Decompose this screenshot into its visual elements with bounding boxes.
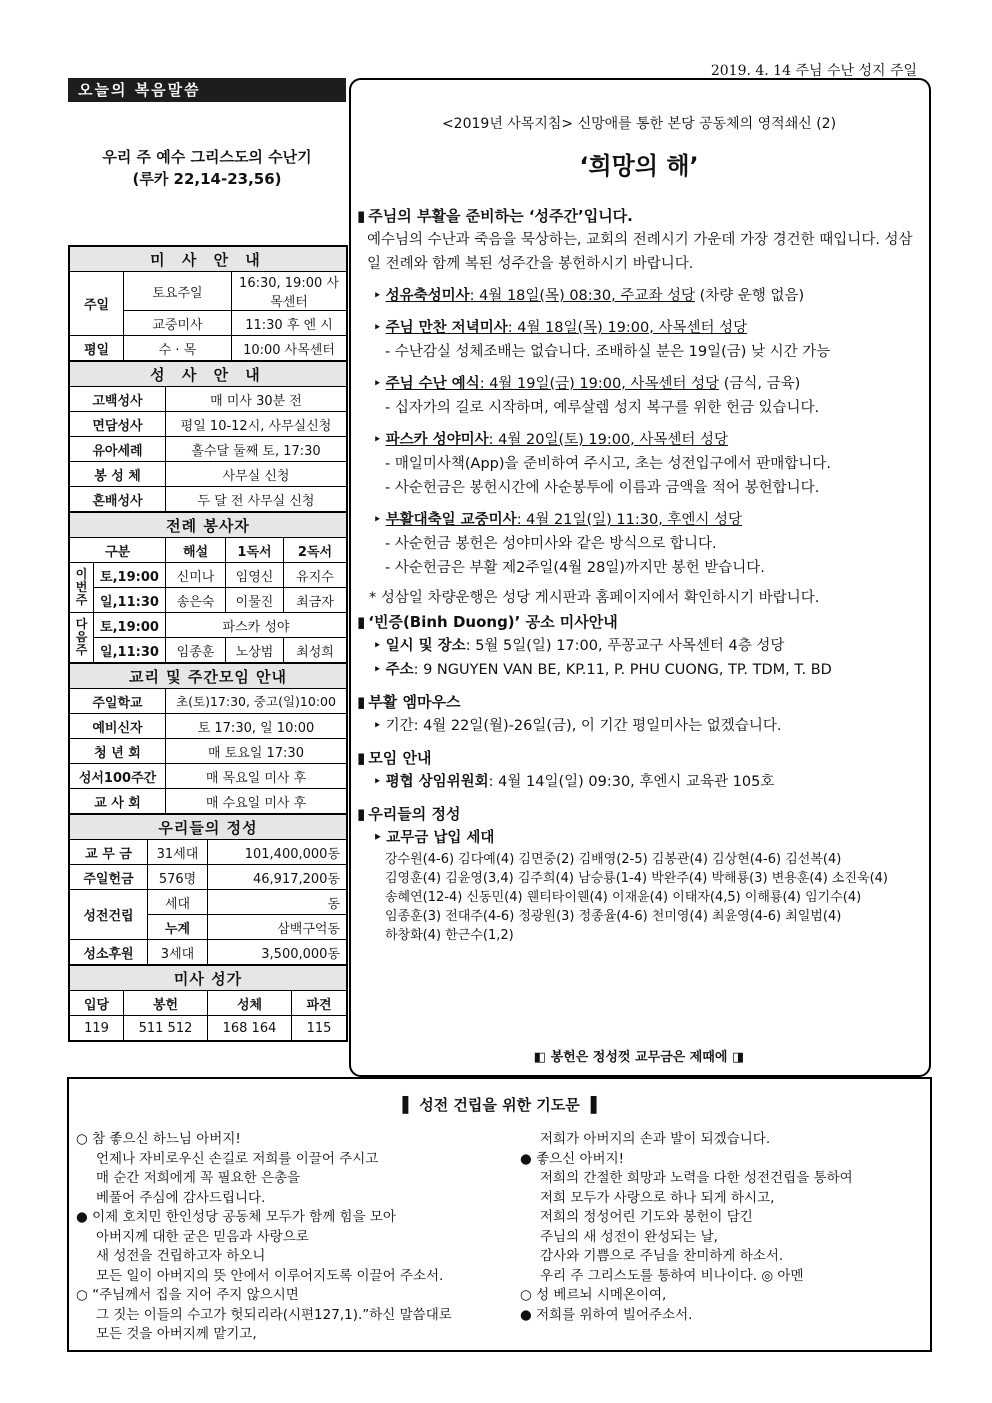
ministers-table: [69, 512, 347, 663]
notice-content: [357, 204, 925, 945]
meeting-name: 성서100주간: [70, 764, 166, 789]
donor-line: 하창화(4) 한근수(1,2): [385, 928, 514, 943]
supper-text: : 4월 18일(목) 19:00, 사목센터 성당: [507, 320, 748, 336]
binh-duong-time: [357, 634, 925, 658]
offering-name: 주일헌금: [70, 865, 148, 890]
sacrament-name: 봉 성 체: [70, 462, 166, 487]
passion-text: : 4월 19일(금) 19:00, 사목센터 성당: [479, 376, 720, 392]
chrism-label: 성유축성미사: [385, 288, 470, 304]
minister-name: 최금자: [284, 588, 347, 613]
sacrament-table: [69, 361, 347, 512]
easter-label: 부활대축일 교중미사: [385, 512, 517, 528]
offering-amount: 101,400,000동: [208, 840, 347, 865]
building-households-label: 세대: [148, 890, 208, 915]
mass-time: 11:30 후 엔 시: [232, 311, 347, 336]
sacrament-name: 혼배성사: [70, 487, 166, 512]
offering-amount: 3,500,000동: [208, 940, 347, 965]
emmaus-text: ‣ 기간: 4월 22일(월)-26일(금), 이 기간 평일미사는 없겠습니다.: [357, 714, 925, 738]
next-week-label: 다음주: [70, 613, 94, 663]
bulletin-date: 2019. 4. 14 주님 수난 성지 주일: [710, 63, 917, 79]
notice-title: ‘희망의 해’: [579, 152, 699, 180]
meeting-value: 초(토)17:30, 중고(일)10:00: [166, 689, 347, 714]
building-households-value: 동: [208, 890, 347, 915]
meeting-value: 매 수요일 미사 후: [166, 789, 347, 814]
mass-weekday-label: 평일: [70, 336, 124, 361]
mass-name: 토요주일: [124, 272, 232, 311]
info-column: [68, 245, 348, 1042]
prayer-line: ○ “주님께서 집을 지어 주지 않으시면: [76, 1287, 299, 1303]
ministers-header: 해설: [166, 538, 226, 563]
chrism-text: : 4월 18일(목) 08:30, 주교좌 성당: [469, 288, 695, 304]
prayer-line: 저희 모두가 사랑으로 하나 되게 하시고,: [540, 1189, 775, 1206]
vigil-note: 파스카 성야: [166, 613, 347, 638]
prayer-line: 저희의 정성어린 기도와 봉헌이 담긴: [540, 1209, 753, 1225]
binh-time-text: : 5월 5일(일) 17:00, 푸꽁교구 사목센터 4층 성당: [465, 638, 785, 654]
catechesis-table: [69, 663, 347, 814]
devotion-heading: ▮ 우리들의 정성: [357, 802, 925, 826]
sacrament-name: 유아세례: [70, 437, 166, 462]
gospel-title: [68, 146, 346, 190]
passion-note: - 십자가의 길로 시작하며, 예루살렘 성지 복구를 위한 헌금 있습니다.: [385, 400, 820, 416]
prayer-line: 저희가 아버지의 손과 발이 되겠습니다.: [540, 1131, 771, 1147]
donor-line: 송혜연(12-4) 신동민(4) 웬티타이웬(4) 이재윤(4) 이태자(4,5) 이해룡(4) 임기수(4): [385, 890, 862, 905]
committee-meeting: [357, 770, 925, 794]
hymn-number: 115: [292, 1016, 347, 1041]
meeting-value: 토 17:30, 일 10:00: [166, 714, 347, 739]
binh-time-label: 일시 및 장소: [385, 638, 466, 654]
sacrament-name: 고백성사: [70, 387, 166, 412]
meeting-name: 주일학교: [70, 689, 166, 714]
prayer-line: 모든 일이 아버지의 뜻 안에서 이루어지도록 이끌어 주소서.: [96, 1267, 444, 1284]
gospel-title-line2: (루카 22,14-23,56): [132, 170, 282, 188]
passion-label: 주님 수난 예식: [385, 376, 480, 392]
offerings-table: [69, 814, 347, 965]
building-total-label: 누계: [148, 915, 208, 940]
prayer-line: 그 짓는 이들의 수고가 헛되리라(시편127,1).”하신 말씀대로: [96, 1306, 452, 1323]
building-fund-label: 성전건립: [70, 890, 148, 940]
offering-name: 성소후원: [70, 940, 148, 965]
offering-count: 3세대: [148, 940, 208, 965]
notice-subtitle: <2019년 사목지침> 신망애를 통한 본당 공동체의 영적쇄신 (2): [441, 116, 837, 132]
meeting-label: 평협 상임위원회: [385, 774, 489, 790]
sacrament-value: 홀수달 둘째 토, 17:30: [166, 437, 347, 462]
sacrament-value: 매 미사 30분 전: [166, 387, 347, 412]
offering-count: 576명: [148, 865, 208, 890]
mass-name: 교중미사: [124, 311, 232, 336]
prayer-line: ○ 성 베르뇌 시메온이여,: [520, 1287, 667, 1303]
prayer-line: ● 좋으신 아버지!: [520, 1150, 625, 1167]
offering-name: 교 무 금: [70, 840, 148, 865]
prayer-line: ● 이제 호치민 한인성당 공동체 모두가 함께 힘을 모아: [76, 1209, 396, 1225]
meeting-value: 매 토요일 17:30: [166, 739, 347, 764]
prayer-line: 매 순간 저희에게 꼭 필요한 은총을: [96, 1170, 301, 1186]
prayer-line: 아버지께 대한 굳은 믿음과 사랑으로: [96, 1228, 309, 1245]
mass-name: 수 · 목: [124, 336, 232, 361]
mass-time: 10:00 사목센터: [232, 336, 347, 361]
donor-line: 강수원(4-6) 김다예(4) 김면중(2) 김배영(2-5) 김봉관(4) 김상현(4-6) 김선복(4): [385, 852, 842, 867]
prayer-line: 주님의 새 성전이 완성되는 날,: [540, 1228, 718, 1245]
prayer-line: ○ 참 좋으신 하느님 아버지!: [76, 1131, 241, 1147]
passion-tail: (금식, 금육): [719, 376, 801, 392]
offering-count: 31세대: [148, 840, 208, 865]
notice-footer: ◧ 봉헌은 정성껏 교무금은 제때에 ◨: [533, 1050, 745, 1065]
binh-addr-label: 주소: [385, 662, 414, 678]
chrism-tail: (차량 운행 없음): [694, 288, 805, 304]
prayer-line: 베풀어 주심에 감사드립니다.: [96, 1189, 266, 1206]
service-time: 토,19:00: [94, 613, 166, 638]
vigil-label: 파스카 성야미사: [385, 432, 489, 448]
mass-table: [69, 246, 347, 361]
hymn-header: 입당: [70, 991, 124, 1016]
gospel-title-line1: 우리 주 예수 그리스도의 수난기: [102, 148, 312, 166]
minister-name: 최성희: [284, 638, 347, 663]
sacrament-value: 평일 10-12시, 사무실신청: [166, 412, 347, 437]
supper-note: - 수난감실 성체조배는 없습니다. 조배하실 분은 19일(금) 낮 시간 가능: [385, 344, 831, 360]
chrism-mass: [357, 284, 925, 308]
minister-name: 신미나: [166, 563, 226, 588]
prayer-line: ● 저희를 위하여 빌어주소서.: [520, 1306, 693, 1323]
meeting-name: 예비신자: [70, 714, 166, 739]
binh-addr-text: : 9 NGUYEN VAN BE, KP.11, P. PHU CUONG, TP. TDM, T. BD: [413, 662, 832, 678]
hymns-table: [69, 965, 347, 1041]
sacrament-title: 성 사 안 내: [70, 362, 347, 387]
hymn-number: 511 512: [124, 1016, 208, 1041]
vigil-mass: [357, 428, 925, 452]
prayer-line: 감사와 기쁨으로 주님을 찬미하게 하소서.: [540, 1248, 784, 1264]
hymn-number: 168 164: [208, 1016, 292, 1041]
offering-amount: 46,917,200동: [208, 865, 347, 890]
meeting-value: 매 목요일 미사 후: [166, 764, 347, 789]
easter-text: : 4월 21일(일) 11:30, 후엔시 성당: [516, 512, 743, 528]
vigil-note: - 사순헌금은 봉헌시간에 사순봉투에 이름과 금액을 적어 봉헌합니다.: [385, 480, 820, 496]
service-time: 토,19:00: [94, 563, 166, 588]
traffic-note: * 성삼일 차량운행은 성당 게시판과 홈페이지에서 확인하시기 바랍니다.: [369, 590, 820, 606]
meeting-text: : 4월 14일(일) 09:30, 후엔시 교육관 105호: [488, 774, 775, 790]
ministers-header: 1독서: [226, 538, 284, 563]
minister-name: 이물진: [226, 588, 284, 613]
ministers-title: 전례 봉사자: [70, 513, 347, 538]
this-week-label: 이번주: [70, 563, 94, 613]
hymns-title: 미사 성가: [70, 966, 347, 991]
supper-mass: [357, 316, 925, 340]
passion-service: [357, 372, 925, 396]
gospel-tag: 오늘의 복음말씀: [68, 78, 346, 102]
prayer-line: 모든 것을 아버지께 맡기고,: [96, 1326, 257, 1342]
sacrament-value: 두 달 전 사무실 신청: [166, 487, 347, 512]
prayer-title: ▌ 성전 건립을 위한 기도문 ▐: [402, 1096, 597, 1114]
hymn-header: 파견: [292, 991, 347, 1016]
mass-time: 16:30, 19:00 사목센터: [232, 272, 347, 311]
ministers-header: 구분: [70, 538, 166, 563]
service-time: 일,11:30: [94, 588, 166, 613]
vigil-note: - 매일미사책(App)을 준비하여 주시고, 초는 성전입구에서 판매합니다.: [385, 456, 831, 472]
hymn-header: 성체: [208, 991, 292, 1016]
minister-name: 노상범: [226, 638, 284, 663]
vigil-text: : 4월 20일(토) 19:00, 사목센터 성당: [488, 432, 729, 448]
mass-sunday-label: 주일: [70, 272, 124, 336]
hymn-number: 119: [70, 1016, 124, 1041]
catechesis-title: 교리 및 주간모임 안내: [70, 664, 347, 689]
minister-name: 임종훈: [166, 638, 226, 663]
supper-label: 주님 만찬 저녁미사: [385, 320, 508, 336]
easter-note: - 사순헌금은 부활 제2주일(4월 28일)까지만 봉헌 받습니다.: [385, 560, 765, 576]
prayer-line: 우리 주 그리스도를 통하여 비나이다. ◎ 아멘: [540, 1267, 804, 1284]
easter-mass: [357, 508, 925, 532]
offerings-title: 우리들의 정성: [70, 815, 347, 840]
prayer-right-column: [520, 1130, 920, 1325]
minister-name: 유지수: [284, 563, 347, 588]
meeting-name: 청 년 회: [70, 739, 166, 764]
devotion-subheading: ‣ 교무금 납입 세대: [357, 826, 925, 850]
sacrament-name: 면담성사: [70, 412, 166, 437]
easter-note: - 사순헌금 봉헌은 성야미사와 같은 방식으로 합니다.: [385, 536, 717, 552]
sacrament-value: 사무실 신청: [166, 462, 347, 487]
prayer-line: 새 성전을 건립하고자 하오니: [96, 1248, 266, 1264]
prayer-line: 언제나 자비로우신 손길로 저희를 이끌어 주시고: [96, 1150, 379, 1167]
hymn-header: 봉헌: [124, 991, 208, 1016]
holy-week-intro: 예수님의 수난과 죽음을 묵상하는, 교회의 전례시기 가운데 가장 경건한 때입니다. 성삼일 전례와 함께 복된 성주간을 봉헌하시기 바랍니다.: [367, 232, 913, 272]
binh-duong-address: [357, 658, 925, 682]
service-time: 일,11:30: [94, 638, 166, 663]
meeting-name: 교 사 회: [70, 789, 166, 814]
donor-line: 임종훈(3) 전대주(4-6) 정광원(3) 정종율(4-6) 천미영(4) 최윤영(4-6) 최일범(4): [385, 909, 842, 924]
building-total-value: 삼백구억동: [208, 915, 347, 940]
donor-line: 김영훈(4) 김윤영(3,4) 김주희(4) 남승룡(1-4) 박완주(4) 박해룡(3) 변용훈(4) 소진욱(4): [385, 871, 889, 886]
prayer-left-column: [76, 1130, 516, 1345]
emmaus-heading: ▮ 부활 엠마우스: [357, 690, 925, 714]
prayer-line: 저희의 간절한 희망과 노력을 다한 성전건립을 통하여: [540, 1170, 853, 1186]
ministers-header: 2독서: [284, 538, 347, 563]
meeting-heading: ▮ 모임 안내: [357, 746, 925, 770]
holy-week-heading: ▮ 주님의 부활을 준비하는 ‘성주간’입니다.: [357, 204, 925, 228]
donor-names: [357, 850, 925, 945]
binh-duong-heading: ▮ ‘빈증(Binh Duong)’ 공소 미사안내: [357, 610, 925, 634]
mass-title: 미 사 안 내: [70, 247, 347, 272]
minister-name: 임영신: [226, 563, 284, 588]
minister-name: 송은숙: [166, 588, 226, 613]
